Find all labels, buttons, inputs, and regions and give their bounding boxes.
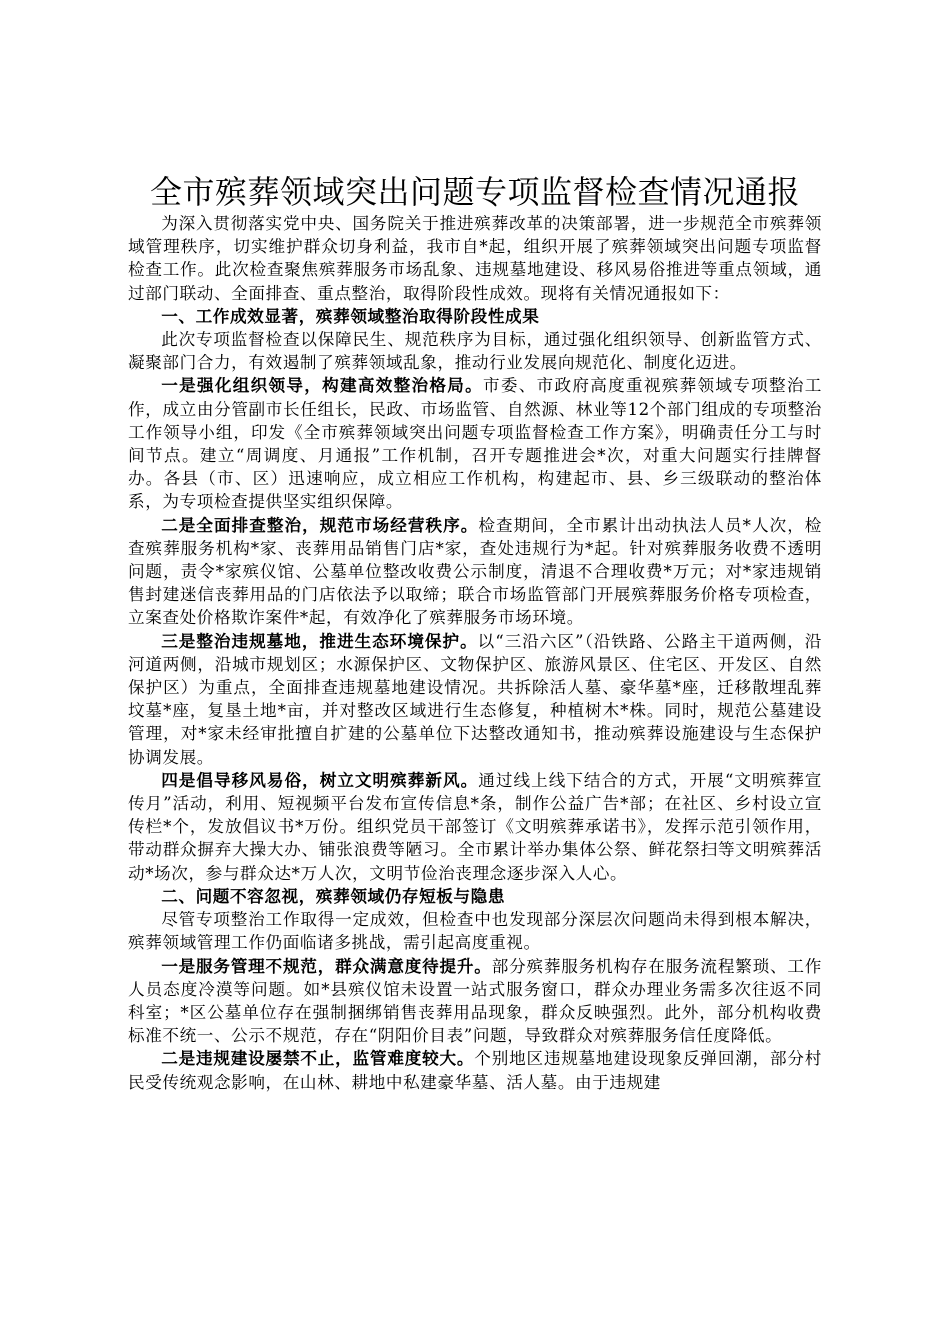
item-lead: 一是服务管理不规范，群众满意度待提升。: [161, 955, 492, 976]
document-body: [128, 212, 822, 1094]
document-page: [128, 172, 822, 1094]
item-text: 检查期间，全市累计出动执法人员*人次，检查殡葬服务机构*家、丧葬用品销售门店*家，查处违规行为*起。针对殡葬服务收费不透明问题，责令*家殡仪馆、公墓单位整改收费公示制度，清退不合理收费*万元；对*家违规销售封建迷信丧葬用品的门店依法予以取缔；联合市场监管部门开展殡葬服务价格专项检查，立案查处价格欺诈案件*起，有效净化了殡葬服务市场环境。: [128, 515, 823, 628]
section-1-intro: 此次专项监督检查以保障民生、规范秩序为目标，通过强化组织领导、创新监管方式、凝聚部门合力，有效遏制了殡葬领域乱象，推动行业发展向规范化、制度化迈进。: [128, 330, 822, 373]
section-1-item-2: [128, 514, 822, 630]
section-2-item-2: [128, 1047, 822, 1093]
item-text: 部分殡葬服务机构存在服务流程繁琐、工作人员态度冷漠等问题。如*县殡仪馆未设置一站式服务窗口，群众办理业务需多次往返不同科室；*区公墓单位存在强制捆绑销售丧葬用品现象，群众反映强烈。此外，部分机构收费标准不统一、公示不规范，存在“阴阳价目表”问题，导致群众对殡葬服务信任度降低。: [128, 956, 822, 1046]
intro-paragraph: 为深入贯彻落实党中央、国务院关于推进殡葬改革的决策部署，进一步规范全市殡葬领域管理秩序，切实维护群众切身利益，我市自*起，组织开展了殡葬领域突出问题专项监督检查工作。此次检查聚焦殡葬服务市场乱象、违规墓地建设、移风易俗推进等重点领域，通过部门联动、全面排查、重点整治，取得阶段性成效。现将有关情况通报如下：: [128, 214, 822, 303]
item-text: 个别地区违规墓地建设现象反弹回潮，部分村民受传统观念影响，在山林、耕地中私建豪华墓、活人墓。由于违规建: [128, 1049, 822, 1092]
section-1-item-4: [128, 769, 822, 885]
section-1-item-3: [128, 630, 822, 769]
section-heading-1: 一、工作成效显著，殡葬领域整治取得阶段性成果: [161, 305, 540, 326]
item-lead: 二是全面排查整治，规范市场经营秩序。: [161, 514, 479, 535]
item-lead: 三是整治违规墓地，推进生态环境保护。: [161, 630, 478, 651]
document-title: 全市殡葬领域突出问题专项监督检查情况通报: [149, 173, 800, 211]
item-text: 通过线上线下结合的方式，开展“文明殡葬宣传月”活动，利用、短视频平台发布宣传信息*条，制作公益广告*部；在社区、乡村设立宣传栏*个，发放倡议书*万份。组织党员干部签订《文明殡葬承诺书》，发挥示范引领作用，带动群众摒弃大操大办、铺张浪费等陋习。全市累计举办集体公祭、鲜花祭扫等文明殡葬活动*场次，参与群众达*万人次，文明节俭治丧理念逐步深入人心。: [128, 770, 822, 883]
item-lead: 二是违规建设屡禁不止，监管难度较大。: [161, 1048, 475, 1069]
item-text: 以“三沿六区”（沿铁路、公路主干道两侧，沿河道两侧，沿城市规划区；水源保护区、文物保护区、旅游风景区、住宅区、开发区、自然保护区）为重点，全面排查违规墓地建设情况。共拆除活人墓、豪华墓*座，迁移散埋乱葬坟墓*座，复垦土地*亩，并对整改区域进行生态修复，种植树木*株。同时，规范公墓建设管理，对*家未经审批擅自扩建的公墓单位下达整改通知书，推动殡葬设施建设与生态保护协调发展。: [128, 631, 822, 767]
item-lead: 四是倡导移风易俗，树立文明殡葬新风。: [161, 769, 479, 790]
section-heading-2: 二、问题不容忽视，殡葬领域仍存短板与隐患: [161, 885, 506, 906]
item-lead: 一是强化组织领导，构建高效整治格局。: [161, 375, 483, 396]
section-2-item-1: [128, 955, 822, 1048]
section-1-item-1: [128, 374, 822, 513]
section-2-intro: 尽管专项整治工作取得一定成效，但检查中也发现部分深层次问题尚未得到根本解决，殡葬领域管理工作仍面临诸多挑战，需引起高度重视。: [128, 910, 822, 953]
item-text: 市委、市政府高度重视殡葬领域专项整治工作，成立由分管副市长任组长，民政、市场监管、自然源、林业等12个部门组成的专项整治工作领导小组，印发《全市殡葬领域突出问题专项监督检查工作方案》，明确责任分工与时间节点。建立“周调度、月通报”工作机制，召开专题推进会*次，对重大问题实行挂牌督办。各县（市、区）迅速响应，成立相应工作机构，构建起市、县、乡三级联动的整治体系，为专项检查提供坚实组织保障。: [128, 376, 822, 512]
